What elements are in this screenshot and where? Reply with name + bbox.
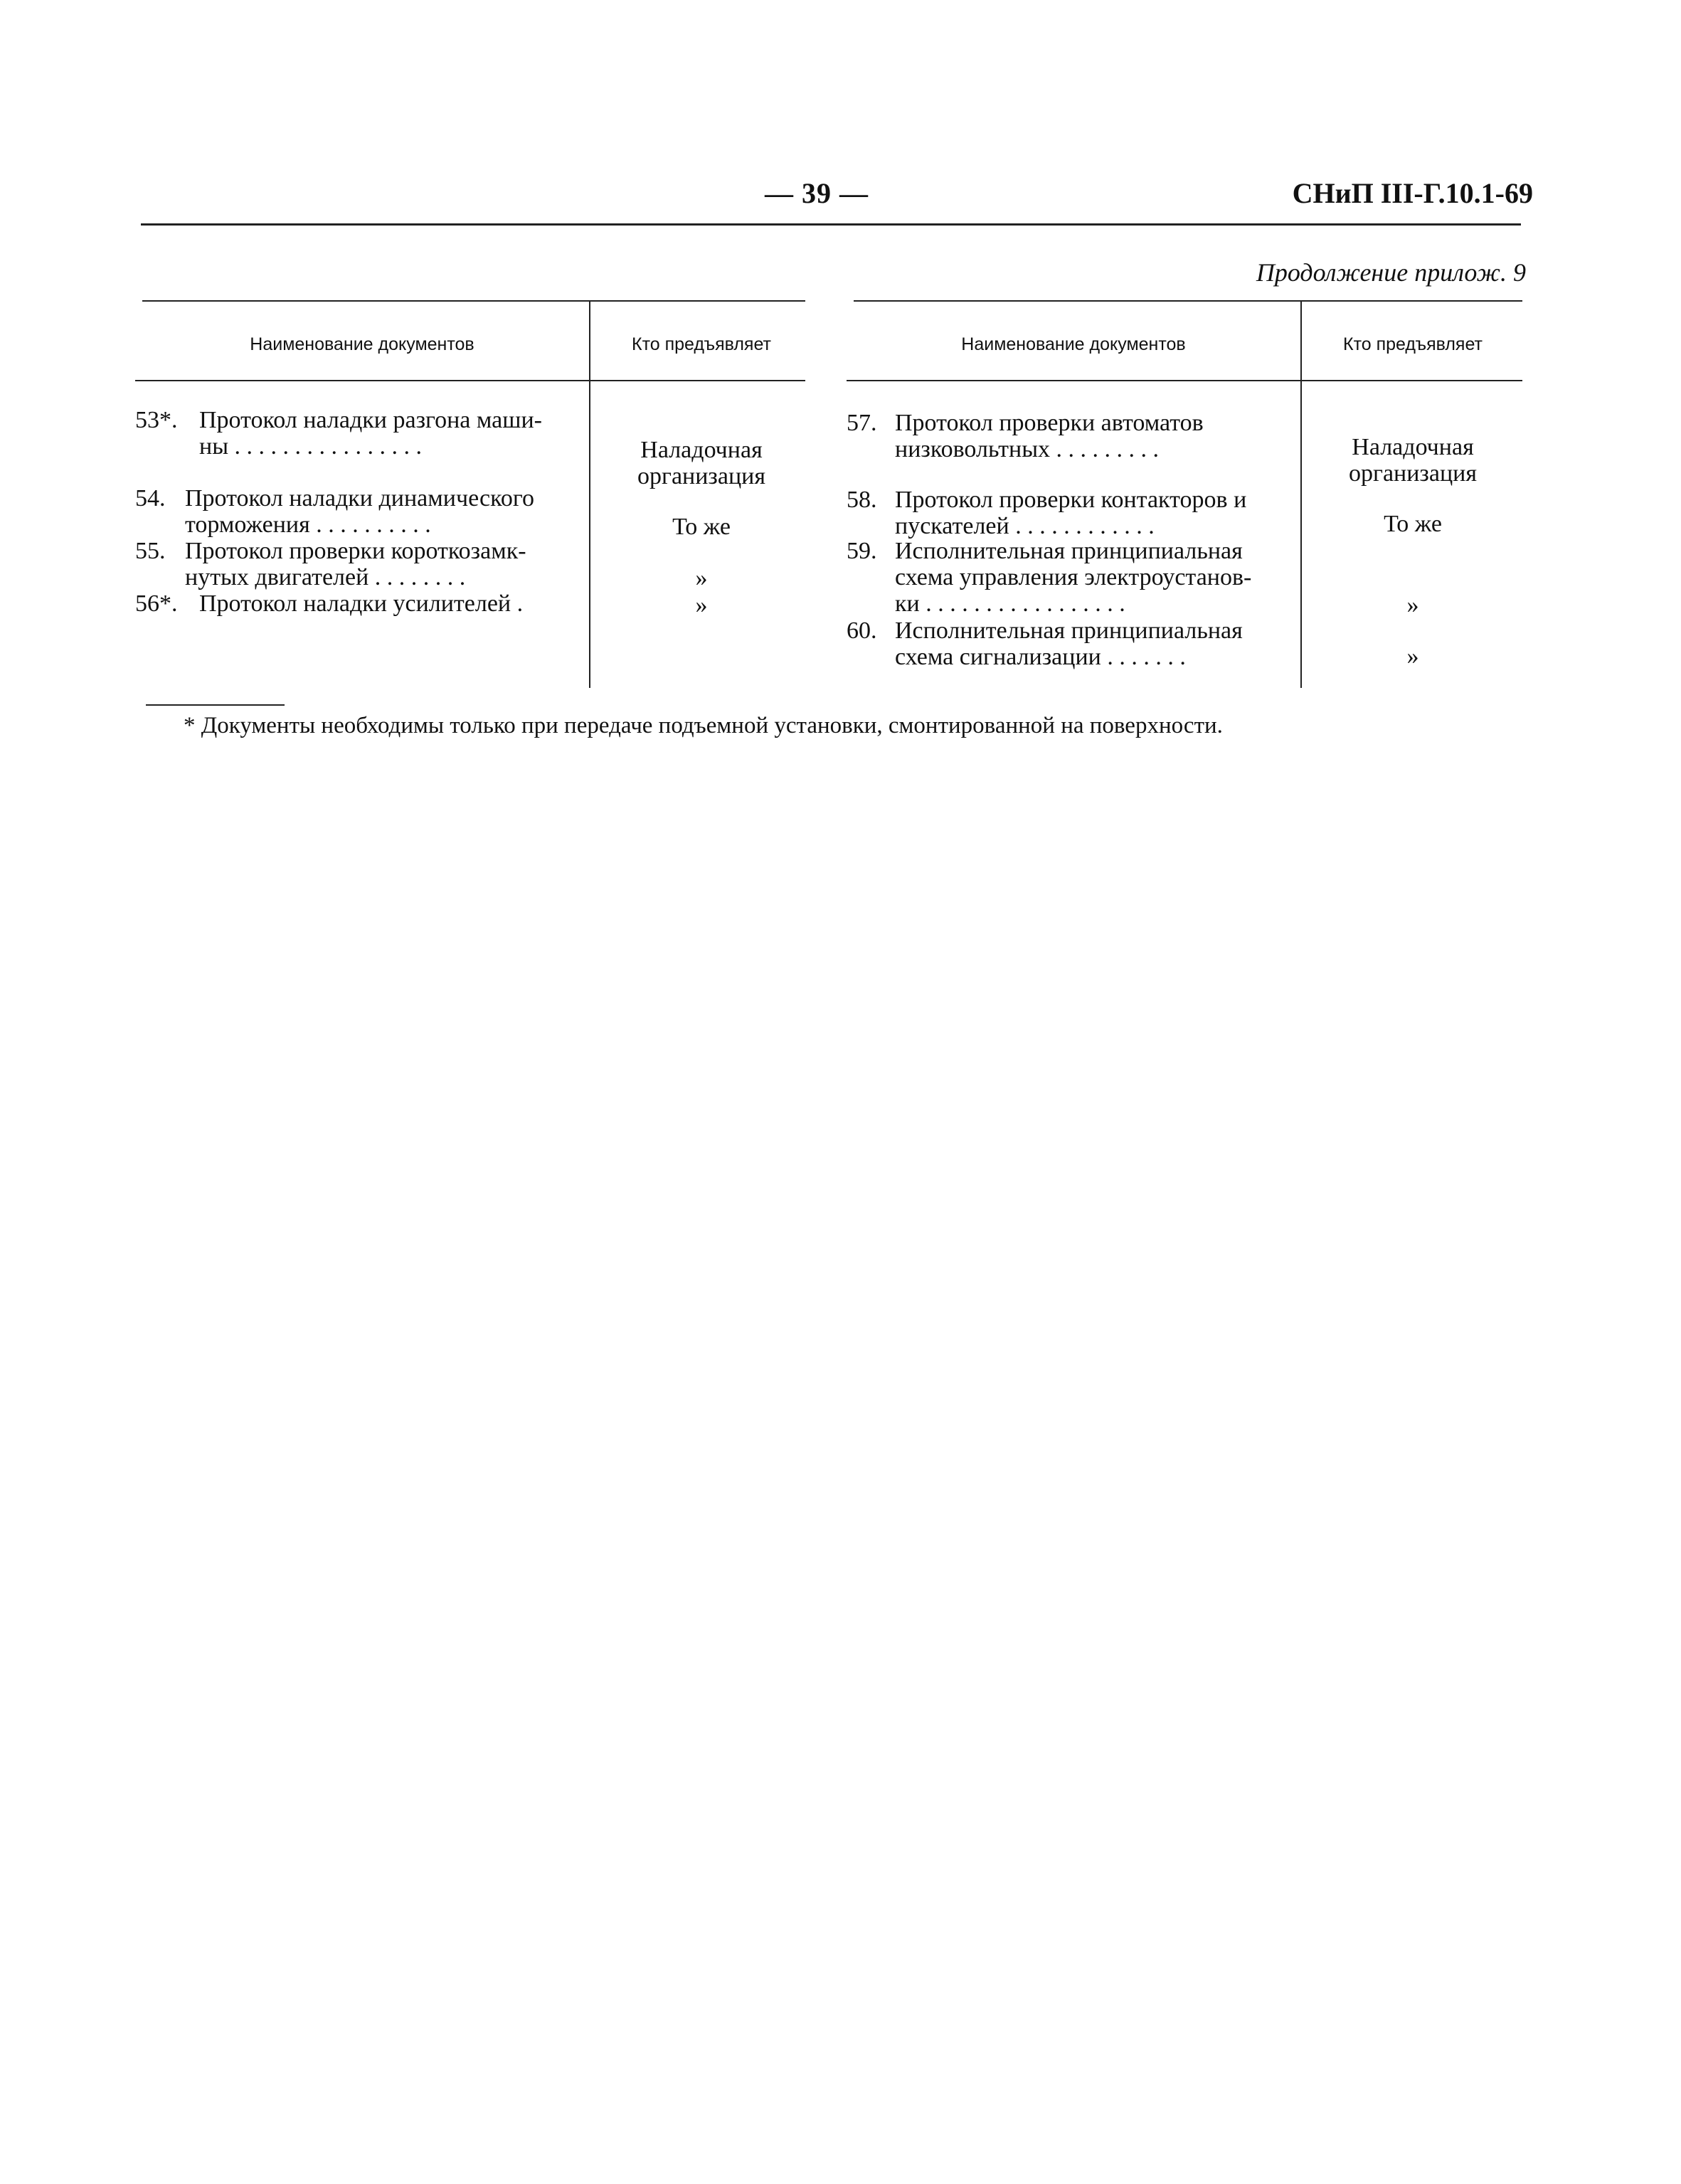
item-number: 58. xyxy=(847,487,877,513)
item-text: Исполнительная принципиальная xyxy=(895,617,1243,644)
item-text: Протокол проверки контакторов и xyxy=(895,487,1247,513)
who-cell: организация xyxy=(1349,460,1477,487)
table-top-rule xyxy=(854,300,1522,302)
footnote-rule xyxy=(146,704,285,706)
item-number: 54. xyxy=(135,485,166,511)
item-text-cont: схема сигнализации . . . . . . . xyxy=(895,644,1186,670)
item-text: Протокол наладки разгона маши- xyxy=(199,407,542,433)
item-text: Протокол наладки динамического xyxy=(185,485,534,511)
column-header-who: Кто предъявляет xyxy=(1343,334,1483,354)
item-text-cont: схема управления электроустанов- xyxy=(895,564,1252,590)
item-text-cont: низковольтных . . . . . . . . . xyxy=(895,436,1160,462)
column-divider xyxy=(589,300,590,688)
continuation-label: Продолжение прилож. 9 xyxy=(1256,258,1526,287)
column-header-who: Кто предъявляет xyxy=(632,334,771,354)
item-text: Исполнительная принципиальная xyxy=(895,538,1243,564)
page-number: — 39 — xyxy=(765,177,869,209)
item-text-cont: ны . . . . . . . . . . . . . . . . xyxy=(199,433,423,460)
footnote: * Документы необходимы только при передаче подъемной установки, смонтированной на поверхности. xyxy=(184,713,1223,738)
who-cell: То же xyxy=(1384,511,1442,537)
table-left xyxy=(135,300,811,688)
column-header-name: Наименование документов xyxy=(250,334,474,354)
who-cell: Наладочная xyxy=(1352,434,1474,460)
who-cell: То же xyxy=(672,514,731,540)
column-divider xyxy=(1300,300,1302,688)
item-text-cont: ки . . . . . . . . . . . . . . . . . xyxy=(895,590,1125,617)
who-cell: » xyxy=(695,592,708,618)
item-text-cont: пускателей . . . . . . . . . . . . xyxy=(895,513,1155,539)
item-number: 59. xyxy=(847,538,877,564)
who-cell: » xyxy=(695,565,708,591)
item-text-cont: торможения . . . . . . . . . . xyxy=(185,511,431,538)
who-cell: » xyxy=(1406,643,1419,669)
item-number: 55. xyxy=(135,538,166,564)
item-number: 56*. xyxy=(135,590,178,617)
column-header-name: Наименование документов xyxy=(961,334,1186,354)
table-header-rule xyxy=(135,380,805,381)
item-number: 57. xyxy=(847,410,877,436)
table-top-rule xyxy=(142,300,805,302)
table-right xyxy=(847,300,1529,688)
item-text: Протокол проверки автоматов xyxy=(895,410,1204,436)
who-cell: » xyxy=(1406,592,1419,618)
item-text: Протокол проверки короткозамк- xyxy=(185,538,526,564)
item-number: 53*. xyxy=(135,407,178,433)
header-rule xyxy=(141,223,1521,226)
who-cell: организация xyxy=(637,463,765,489)
item-number: 60. xyxy=(847,617,877,644)
who-cell: Наладочная xyxy=(640,437,763,463)
item-text: Протокол наладки усилителей . xyxy=(199,590,524,617)
table-header-rule xyxy=(847,380,1522,381)
item-text-cont: нутых двигателей . . . . . . . . xyxy=(185,564,466,590)
document-code: СНиП III-Г.10.1-69 xyxy=(1292,177,1533,209)
